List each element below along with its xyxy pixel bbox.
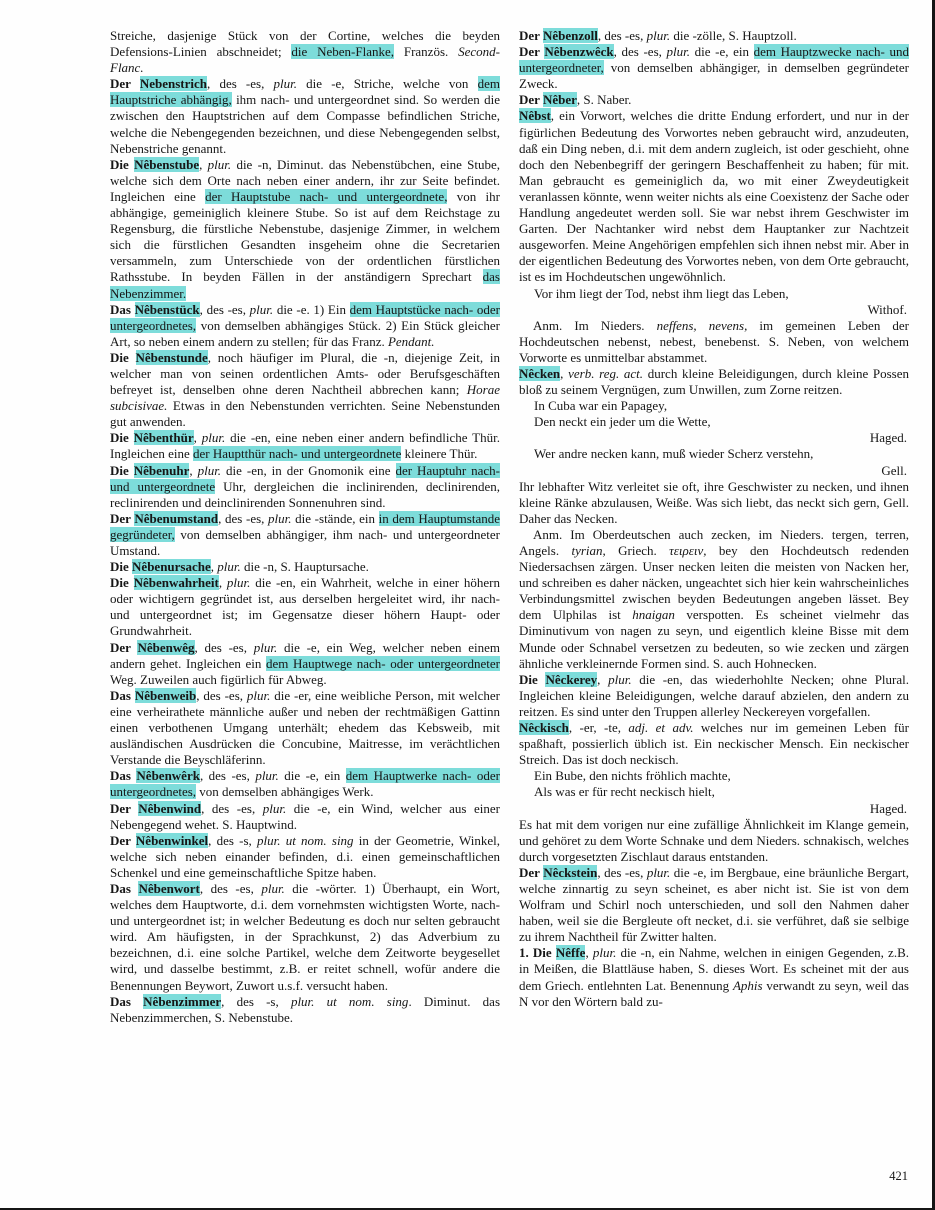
text-run: plur. <box>246 687 271 703</box>
text-run: Als was er für recht neckisch hielt, <box>534 784 715 800</box>
highlighted-term: Nêbenuhr <box>133 462 190 478</box>
text-run: , des -es, <box>597 864 647 880</box>
headword: Der <box>519 92 543 108</box>
text-run: die -e, im Bergbaue, eine bräunliche Bergart, welche zinnartig zu seyn scheinet, es aber nicht ist. Sie ist von dem Wolfram und Schirl noch unterschieden, und soll den Nahmen daher haben, weil sie die Bergleute oft necket, d.i. sie verführet, daß sie selbige zu ihrem Nachtheil für Zwitter halten. <box>519 864 909 945</box>
text-run: , <box>189 462 198 478</box>
verse-attribution <box>519 302 909 318</box>
verse-line <box>519 768 909 784</box>
text-run: plur. <box>646 28 671 43</box>
text-run: , des -es, <box>199 768 256 784</box>
highlighted-term: Nêbenzimmer <box>143 993 222 1009</box>
headword: 1. Die <box>519 945 556 961</box>
verse-line <box>519 286 909 302</box>
headword: Der <box>110 76 140 92</box>
text-run: verwandt zu seyn, weil das N vor den Wörtern bald zu- <box>519 977 909 1009</box>
text-run: Second-Flanc. <box>110 44 500 76</box>
text-run: plur. <box>592 945 617 961</box>
text-run: , des -s, <box>208 832 258 848</box>
text-run: , des -es, <box>196 687 247 703</box>
text-run: Pendant. <box>387 333 435 349</box>
left-column <box>110 28 500 1026</box>
dictionary-entry <box>110 688 500 768</box>
text-run: die -n, Diminut. das Nebenstübchen, eine Stube, welche sich dem Orte nach neben einer andern, ihr zur Seite befindet. Ingleichen eine <box>110 156 501 204</box>
dictionary-entry <box>110 640 500 688</box>
text-run: die -zölle, S. Hauptzoll. <box>670 28 797 43</box>
highlighted-term: Nêbenwort <box>138 880 200 896</box>
headword: Die <box>110 349 136 365</box>
text-run: Anm. Im Nieders. <box>533 317 657 333</box>
highlighted-term: dem Hauptstücke nach- oder untergeordnetes, <box>110 301 500 333</box>
text-run: , -er, -te, <box>568 720 629 736</box>
text-run: Haged. <box>869 430 907 446</box>
text-run: , des -es, <box>201 800 263 816</box>
highlighted-term: Nebenstrich <box>139 76 208 92</box>
highlighted-term: Nêbenzoll <box>542 28 598 43</box>
text-run: plur. ut nom. sing <box>257 832 354 848</box>
text-run: , <box>585 945 593 961</box>
text-run: verb. reg. act. <box>568 365 644 381</box>
text-run: im gemeinen Leben der Hochdeutschen nebenst, nebest, benebenst. S. Neben, von welchem Vorworte es unmittelbar abstammet. <box>519 317 909 365</box>
text-run: Haged. <box>869 800 907 816</box>
text-run: , des -es, <box>199 301 250 317</box>
text-run: Den neckt ein jeder um die Wette, <box>534 414 711 430</box>
text-run: . Diminut. das Nebenzimmerchen, S. Nebenstube. <box>110 993 500 1025</box>
text-run: , des -s, <box>221 993 291 1009</box>
verse-attribution <box>519 801 909 817</box>
text-run: plur. <box>268 510 292 526</box>
text-run: von demselben abhängiger, in demselben gegründeter Zweck. <box>519 60 909 92</box>
dictionary-entry <box>110 575 500 639</box>
text-run: verspotten. Es scheinet vielmehr das Diminutivum von nagen zu seyn, und eigentlich kleine Bisse mit dem Munde oder Schnabel versetzen zu bedeuten, so wie zecken und zärgen ähnliche verkleinernde Formen sind. S. auch Hohnecken. <box>519 607 909 671</box>
annotation-paragraph <box>519 318 909 366</box>
text-run: , noch häufiger im Plural, die -n, diejenige Zeit, in welcher man von seinen ordentlichen Amts- oder Berufsgeschäften befreyet ist, denselben ohne deren Nachtheil abbrechen kann; <box>110 349 500 398</box>
headword: Der <box>110 832 136 848</box>
highlighted-term: Nêbst <box>519 108 551 124</box>
text-run: von ihr abhängige, gemeiniglich kleinere Stube. So ist auf dem Reichstage zu Regensburg, die fürstliche Nebenstube, dasjenige Zimmer, in welchem sich die fürstlichen Gesandten insgeheim ohne die Secretarien versammeln, zum Unterschiede von der ordentlichen fürstlichen Rathsstube. In beyden Fällen in der anständigern Sprechart <box>110 188 500 285</box>
highlighted-term: dem Hauptzwecke nach- und untergeordneter, <box>519 44 909 76</box>
paragraph <box>110 28 500 76</box>
text-run: plur. <box>217 559 241 575</box>
text-run: neffens, nevens, <box>656 317 748 333</box>
paragraph <box>519 479 909 527</box>
text-run: , des -es, <box>194 639 254 655</box>
text-run: τειρειν, <box>669 543 707 558</box>
text-run: die -n, ein Nahme, welchen in einigen Gegenden, z.B. in Meißen, die Blattläuse haben, S. dieses Wort. Es scheinet mit der aus dem Griech. entlehnten Lat. Benennung <box>519 945 909 993</box>
highlighted-term: Nêbenumstand <box>134 510 219 526</box>
text-run: plur. <box>261 880 285 896</box>
text-run: Etwas in den Nebenstunden verrichten. Seine Nebenstunden gut anwenden. <box>110 398 500 430</box>
dictionary-entry <box>110 833 500 881</box>
highlighted-term: Nêbenwinkel <box>135 832 209 848</box>
highlighted-term: Nêbenwêrk <box>136 768 200 784</box>
dictionary-entry <box>110 463 500 511</box>
text-run: plur. <box>197 462 222 478</box>
headword: Das <box>110 993 144 1009</box>
text-run: Horae subcisivae. <box>110 382 500 414</box>
highlighted-term: Nêbenstube <box>134 156 200 172</box>
text-run: Streiche, dasjenige Stück von der Cortine, welches die beyden Defensions-Linien abschneidet; <box>110 28 500 60</box>
highlighted-term: Nêbenwêg <box>137 639 195 655</box>
headword: Der <box>110 510 135 526</box>
dictionary-entry <box>110 801 500 833</box>
headword: Das <box>110 768 137 784</box>
text-run: , <box>193 430 202 446</box>
highlighted-term: Nêckerey <box>545 671 598 687</box>
text-run: von demselben abhängiges Stück. 2) Ein Stück gleicher Art, so neben einem andern zu stellen; für das Franz. <box>110 317 500 349</box>
text-run: die -n, S. Hauptursache. <box>240 559 369 575</box>
text-run: hnaigan <box>632 607 675 623</box>
annotation-paragraph <box>519 527 909 672</box>
text-run: , des -es, <box>199 880 262 896</box>
text-run: In Cuba war ein Papagey, <box>534 398 668 414</box>
text-run: plur. <box>249 301 274 317</box>
dictionary-entry <box>519 672 909 720</box>
dictionary-entry <box>110 302 500 350</box>
highlighted-term: Nêbenzwêck <box>544 44 614 60</box>
dictionary-entry <box>519 366 909 398</box>
text-run: , <box>218 575 227 591</box>
dictionary-entry <box>519 945 909 1009</box>
highlighted-term: Nêbenwahrheit <box>133 575 219 591</box>
dictionary-entry <box>519 28 909 44</box>
text-run: Withof. <box>867 301 907 317</box>
headword: Der <box>519 28 543 43</box>
text-run: Uhr, dergleichen die inclinirenden, declinirenden, reclinirenden und deinclinirenden Sonnenuhren sind. <box>110 478 500 510</box>
text-run: die -en, das wiederhohlte Necken; ohne Plural. Ingleichen kleine Beleidigungen, welche darauf abzielen, den andern zu reitzen. Es sind unter den Truppen allerley Neckereyen vorgefallen. <box>519 671 910 719</box>
verse-line <box>519 446 909 462</box>
headword: Das <box>110 687 135 703</box>
text-run: Ein Bube, den nichts fröhlich machte, <box>534 768 731 784</box>
highlighted-term: das Nebenzimmer. <box>110 269 500 301</box>
headword: Die <box>110 156 135 172</box>
dictionary-entry <box>519 108 909 285</box>
highlighted-term: Nêckstein <box>543 864 598 880</box>
highlighted-term: Nêber <box>542 92 577 108</box>
verse-line <box>519 398 909 414</box>
dictionary-entry <box>519 92 909 108</box>
highlighted-term: dem Hauptwerke nach- oder untergeordnetes, <box>110 768 500 800</box>
headword: Die <box>110 575 134 591</box>
text-run: , S. Naber. <box>576 92 632 108</box>
text-run: die -e, ein <box>690 44 754 60</box>
text-run: plur. <box>255 768 279 784</box>
text-run: die -en, ein Wahrheit, welche in einer höhern oder wichtigern gegründet ist, aus derselben hergeleitet wird, ihr nach- und untergeordnet ist; im Gegensatze dieser höhern Haupt- oder Grundwahrheit. <box>110 575 501 639</box>
text-run: die -e, ein Weg, welcher neben einem andern gehet. Ingleichen ein <box>110 639 500 671</box>
dictionary-entry <box>519 44 909 92</box>
text-run: plur. <box>201 430 226 446</box>
verse-attribution <box>519 430 909 446</box>
text-run: Ihr lebhafter Witz verleitet sie oft, ihre Geschwister zu necken, und ihnen kleine Ränke abzulausen, Weiße. Was sich liebt, das neckt sich gern, Gell. Daher das Necken. <box>519 478 909 526</box>
text-run: Weg. Zuweilen auch figürlich für Abweg. <box>110 671 327 687</box>
text-run: von demselben abhängiger, ihm nach- und untergeordneter Umstand. <box>110 526 500 558</box>
text-run: plur. <box>608 671 632 687</box>
dictionary-entry <box>110 559 500 575</box>
text-run: ihm nach- und untergeordnet sind. So werden die zwischen den Hauptstrichen auf dem Compasse befindlichen Striche, welche die Nebengegenden bezeichnen, und diese Nebengegenden selbst, Nebenstriche genannt. <box>110 92 501 156</box>
highlighted-term: in dem Hauptumstande gegründeter, <box>110 510 500 542</box>
headword: Die <box>519 671 546 687</box>
text-run: plur. <box>646 864 671 880</box>
highlighted-term: Nêffe <box>555 945 586 961</box>
highlighted-term: Nêbenweib <box>134 687 197 703</box>
text-run: , ein Vorwort, welches die dritte Endung erfordert, und nur in der figürlichen Bedeutung des Vorwortes neben gebraucht wird, anzudeuten, daß ein Ding neben, d.i. mit dem andern zugleich, ist oder geschieht, ohne doch den Nebenbegriff der geringern Beschaffenheit zu haben; für mit. Man gebraucht es gemeiniglich da, wo mit einer Zweydeutigkeit veranlassen könnte, wenn weiter nichts als eine Coexistenz der Sache oder Handlung angedeutet werden soll. Sie war nebst ihrem Geschwister im Garten. Der Nachtanker wird nebst dem Hauptanker zur Nachtzeit ausgeworfen. Meine Angehörigen empfehlen sich ihnen nebst mir. Aber in der eigentlichen Bedeutung des Vorwortes neben, von dem Orte gebraucht, ist es im Hochdeutschen ungewöhnlich. <box>519 108 909 285</box>
text-run: welches nur im gemeinen Leben für spaßhaft, possierlich üblich ist. Ein neckischer Mensch. Ein neckischer Streich. Das ist doch neckisch. <box>519 720 909 768</box>
text-run: kleinere Thür. <box>401 446 478 462</box>
highlighted-term: Nêbenstunde <box>135 349 208 365</box>
highlighted-term: der Hauptuhr nach- und untergeordnete <box>110 462 500 494</box>
text-run: plur. <box>207 156 232 172</box>
dictionary-entry <box>110 994 500 1026</box>
highlighted-term: dem Hauptstriche abhängig, <box>110 76 500 108</box>
text-run: tyrian, <box>571 543 606 558</box>
text-run: die -e. 1) Ein <box>273 301 350 317</box>
paragraph <box>519 817 909 865</box>
headword: Das <box>110 301 135 317</box>
text-run: Aphis <box>732 977 763 993</box>
text-run: Französ. <box>394 44 459 60</box>
text-columns <box>110 28 909 1026</box>
highlighted-term: dem Hauptwege nach- oder untergeordneter <box>265 655 500 671</box>
dictionary-entry <box>519 865 909 945</box>
text-run: , <box>210 559 218 575</box>
headword: Der <box>110 800 139 816</box>
highlighted-term: Nêckisch <box>519 720 569 736</box>
text-run: , des -es, <box>597 28 647 43</box>
headword: Die <box>110 462 134 478</box>
text-run: plur. <box>273 76 297 92</box>
text-run: die -en, eine neben einer andern befindliche Thür. Ingleichen eine <box>110 430 500 462</box>
highlighted-term: Nêbenstück <box>134 301 200 317</box>
text-run: bey den Hochdeutsch redenden Niedersachsen zärgen. Unser necken leiten die meisten von Nacken her, und schreiben es daher näcken, ungeachtet sich hier kein wahrscheinliches Verbindungsmittel zwischen beyden Bedeutungen angeben lässet. Bey dem Ulphilas ist <box>519 543 909 623</box>
headword: Die <box>110 430 134 446</box>
text-run: die -er, eine weibliche Person, mit welcher eine verheirathete männliche außer und neben der rechtmäßigen Gattinn einen verbothenen Umgang unterhält; ehedem das Kebsweib, mit ausländischen Ausdrücken die Concubine, Maitresse, im verächtlichen Verstande die Beyschläferinn. <box>110 687 500 768</box>
text-run: plur. <box>262 800 287 816</box>
dictionary-entry <box>110 157 500 302</box>
text-run: durch kleine Beleidigungen, durch kleine Possen bloß zu seinem Vergnügen, zum Unwillen, zum Zorne reitzen. <box>519 365 910 398</box>
dictionary-entry <box>110 350 500 430</box>
highlighted-term: der Hauptthür nach- und untergeordnete <box>193 446 402 462</box>
text-run: adj. et adv. <box>628 720 694 736</box>
dictionary-entry <box>110 511 500 559</box>
headword: Die <box>110 559 133 575</box>
text-run: die -e, Striche, welche von <box>297 76 478 92</box>
text-run: die -wörter. 1) Überhaupt, ein Wort, welches dem Hauptworte, d.i. dem vornehmsten wichtigsten Worte, nach- und untergeordnet ist; in welcher Bedeutung es doch nur selten gebraucht wird. Am häufigsten, in der Sprachkunst, 2) das Adverbium zu bezeichnen, d.i. eine solche Partikel, welche dem Zeitworte beygesellet wird, und dasselbe bestimmt, z.B. er reitet schnell, wofür andere die Benennungen Beywort, Zuwort u.s.f. versucht haben. <box>110 880 500 993</box>
highlighted-term: Nêbenwind <box>138 800 202 816</box>
highlighted-term: Nêbenthür <box>133 430 194 446</box>
highlighted-term: Nêcken <box>519 365 561 381</box>
highlighted-term: der Hauptstube nach- und untergeordnete, <box>205 188 448 204</box>
text-run: die -stände, ein <box>291 510 379 526</box>
text-run: , des -es, <box>613 44 667 60</box>
text-run: , <box>199 156 208 172</box>
page-number: 421 <box>889 1169 908 1183</box>
text-run: , <box>597 671 609 687</box>
text-run: , <box>560 365 569 381</box>
text-run: die -e, ein <box>278 768 346 784</box>
verse-attribution <box>519 463 909 479</box>
headword: Der <box>519 864 544 880</box>
headword: Der <box>519 44 545 60</box>
dictionary-entry <box>110 881 500 994</box>
text-run: Gell. <box>881 462 907 478</box>
text-run: Anm. Im Oberdeutschen auch zecken, im Nieders. tergen, terren, Angels. <box>519 526 909 558</box>
dictionary-entry <box>110 430 500 462</box>
text-run: in der Geometrie, Winkel, welche sich neben einander befinden, d.i. einen gemeinschaftlichen Schenkel und eine gemeinschaftliche Spitze haben. <box>110 832 500 880</box>
text-run: plur. ut nom. sing <box>290 993 409 1009</box>
headword: Das <box>110 880 139 896</box>
text-run: Wer andre necken kann, muß wieder Scherz verstehn, <box>534 446 814 462</box>
right-column <box>519 28 909 1026</box>
highlighted-term: die Neben-Flanke, <box>291 44 395 60</box>
text-run: , des -es, <box>218 510 269 526</box>
text-run: , des -es, <box>207 76 274 92</box>
text-run: die -en, in der Gnomonik eine <box>221 462 396 478</box>
text-run: plur. <box>226 575 251 591</box>
highlighted-term: Nêbenursache <box>132 559 211 575</box>
dictionary-entry <box>110 768 500 800</box>
text-run: Vor ihm liegt der Tod, nebst ihm liegt das Leben, <box>534 285 789 301</box>
text-run: von demselben abhängiges Werk. <box>196 784 374 800</box>
text-run: plur. <box>666 44 690 60</box>
text-run: plur. <box>253 639 278 655</box>
verse-line <box>519 784 909 800</box>
verse-line <box>519 414 909 430</box>
dictionary-entry <box>110 76 500 156</box>
text-run: Es hat mit dem vorigen nur eine zufällige Ähnlichkeit im Klange gemein, und gehöret zu dem Worte Schnake und dem Nieders. schnakisch, welches durch vorgesetzten Zischlaut daraus entstanden. <box>519 816 909 864</box>
text-run: die -e, ein Wind, welcher aus einer Nebengegend wehet. S. Hauptwind. <box>110 800 500 832</box>
dictionary-entry <box>519 720 909 768</box>
text-run: Griech. <box>605 543 670 558</box>
headword: Der <box>110 639 138 655</box>
